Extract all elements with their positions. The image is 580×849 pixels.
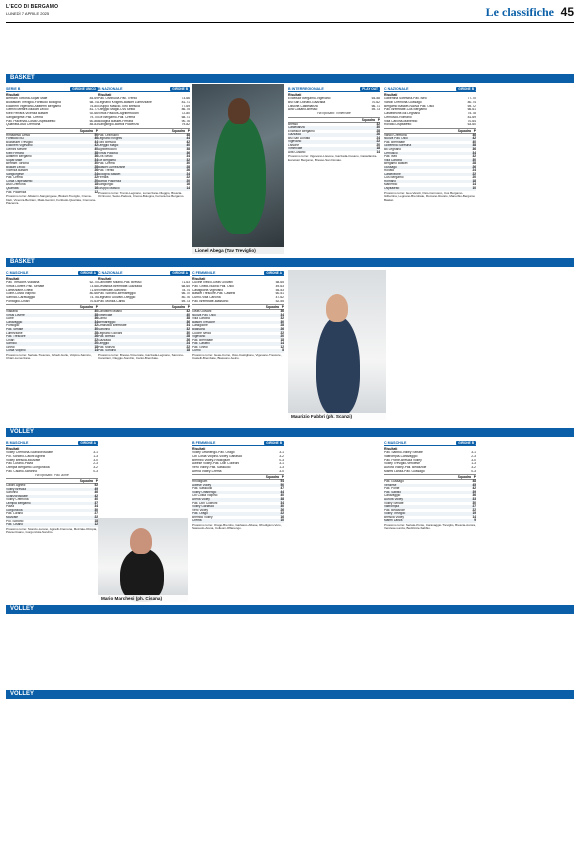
result-row: Pall. Ponte-Brescia Volley 3-0: [384, 458, 476, 462]
result-row: Aurora Volley-Pall. Bedizzole 3-2: [384, 466, 476, 469]
table-row: Pall. Orago 22: [192, 511, 284, 516]
section-bar-volley-3: VOLLEY: [6, 690, 574, 699]
result-row: Curno-Villa Carcina 47-62: [192, 296, 284, 299]
result-row: Gemini Mestre-Blukart Lecco 81-77: [6, 108, 98, 112]
table-header: Squadra P: [98, 304, 190, 310]
result-row: Sarnico-Caravaggio 74-76: [6, 296, 98, 299]
table-row: Legnano Giovani 30: [98, 330, 190, 335]
table-row: Pall. Monza 22: [98, 344, 190, 349]
table-row: Verolese 45: [384, 482, 476, 487]
result-row: Oleggio Magic-Cvs Sesto 86-75: [98, 108, 190, 112]
result-row: Pall. Piacenza-Costa Ospedaletto 60-86: [6, 119, 98, 123]
table-header: Squadra P: [288, 117, 380, 123]
group-tag: GIRONE A: [172, 270, 188, 275]
table-row: Basket Lumezzane 28: [98, 164, 190, 169]
issue-date: LUNEDÌ 7 APRILE 2025: [6, 11, 50, 16]
group-tag: GIRONE A: [80, 440, 96, 445]
photo-caption: Lionel Abega (Tav Treviglio): [192, 247, 284, 254]
next-round-note: Prossimo turno: Scanzo-Lurano, Agnelli-Cremona, Mozzate-Olimpia, Pavia-Cisano, Gorgonzola-Sondrio.: [6, 526, 98, 535]
standings-table: [6, 484, 98, 527]
result-row: Gilbertina Soresina-Pall. Iseo 77-70: [384, 97, 476, 100]
result-row: Valtrompia-Caravaggio 2-3: [384, 454, 476, 458]
standings-box: [6, 86, 98, 256]
next-round-note: Prossimo turno: Seriate-Ponte, Caravaggio-Treviglio, Brescia-Aurora, Verolese-Lanza, Bedizzole-Sabbio.: [384, 522, 476, 531]
results-label: Risultati: [6, 93, 20, 97]
table-row: Agribertocchi 38: [98, 146, 190, 151]
results-label: Risultati: [384, 93, 398, 97]
table-row: Basket Trescore 30: [192, 319, 284, 324]
table-row: Nuova Pall. Osio 42: [384, 136, 476, 141]
result-row: Excelsior Bergamo-Vigevano 64-58: [288, 97, 380, 100]
table-row: Pall. Sassuolo 47: [192, 486, 284, 491]
table-row: Pall. Don Colleoni 34: [192, 500, 284, 505]
standings-box: [384, 440, 476, 605]
table-row: Villa Carcina 32: [192, 316, 284, 321]
standings-box: [192, 270, 284, 425]
standings-table: [98, 310, 190, 353]
box-title: B FEMMINILE GIRONE B: [192, 440, 282, 445]
table-row: Gruppo Mascio 14: [98, 186, 190, 190]
table-row: Vicenza Basket 26: [6, 168, 98, 173]
table-row: Castellanza 30: [288, 125, 380, 130]
result-row: Cbl Costa Volpino-Volley Garlasco 3-2: [192, 454, 284, 458]
table-row: Sangiorgio 16: [98, 182, 190, 187]
table-row: Oleggio Magic 40: [98, 143, 190, 148]
table-row: Volley Treviglio 19: [384, 511, 476, 516]
results-label: Risultati: [192, 447, 206, 451]
group-tag: GIRONE B: [266, 440, 282, 445]
result-row: Volley Cremona-Scanzorosciate 3-1: [6, 451, 98, 454]
result-row: Pol. Sondrio-Caloni Agnelli 1-3: [6, 454, 98, 458]
group-tag: GIRONE B: [172, 86, 188, 91]
result-row: Volley Brescia-Mozzate 3-0: [6, 458, 98, 462]
table-row: Pall. Trescore 26: [6, 334, 98, 339]
next-round-note: Prossimo turno: Orago-Brembo, Garlasco-Albese, Rhodigium-Vero, Sassuolo-Arena, Colleoni-Offanengo.: [192, 522, 282, 531]
standings-box: [192, 440, 284, 605]
table-row: Gemini Mestre 40: [6, 146, 98, 151]
table-row: Scanzorosciate 42: [6, 493, 98, 498]
result-row: Quarrata-Asd Cremona 85-83: [6, 123, 98, 127]
result-row: Legnano Knights-Basket Lumezzane 81-71: [98, 100, 190, 104]
table-row: Pall. Ponte 42: [384, 486, 476, 491]
standings-box: [98, 86, 190, 256]
table-row: Sangiorgese 24: [6, 171, 98, 176]
result-row: Albese Volley-Pall. Don Colleoni 3-1: [192, 462, 284, 466]
group-tag: GIRONE B: [458, 440, 474, 445]
table-row: Pall. Piacenza 12: [6, 189, 98, 194]
result-row: Volley Treviglio-Verolese 1-3: [384, 462, 476, 466]
result-row: Pall. Sondrio-Bernareggio 66-70: [98, 292, 190, 296]
table-row: Curno 8: [192, 348, 284, 353]
table-row: Pall. Cisano 12: [6, 522, 98, 527]
table-row: Manerbio 14: [384, 182, 476, 187]
result-row: Pall. Cisano-Saronno 0-3: [6, 469, 98, 473]
table-header: Squadra P: [98, 128, 190, 134]
page-number: 45: [560, 5, 574, 19]
result-row: Virtus Padova-Agribertocchi 72-80: [98, 112, 190, 115]
table-row: Oleggio 24: [98, 341, 190, 346]
result-row: Villa Carcina-Manerbio 70-64: [384, 119, 476, 123]
box-title: C FEMMINILE GIRONE A: [192, 270, 282, 275]
table-row: Gilbertina Soresina 38: [384, 143, 476, 148]
result-row: Bsl San Donato-Gazzada 70-62: [288, 100, 380, 104]
table-row: Pall. Brembate 18: [192, 337, 284, 342]
photo-caption: Mario Marchesi (ph. Cisana): [98, 595, 188, 602]
table-row: Ghedi 18: [6, 344, 98, 349]
box-title: C MASCHILE GIRONE A: [6, 270, 96, 275]
section-title: Le classifiche: [485, 5, 554, 19]
table-row: Virtus Lovere 38: [6, 312, 98, 317]
result-row: Castiglione-Vigevano 55-53: [192, 288, 284, 292]
result-row: Cernusco-Romano 81-69: [384, 115, 476, 119]
table-row: Saronno 46: [6, 490, 98, 495]
table-row: Cus Bergamo 20: [384, 175, 476, 180]
table-row: Cestistica Brembate 34: [98, 323, 190, 328]
table-row: Cbl Costa Volpino 40: [192, 493, 284, 498]
table-row: Cucine Ivelco 22: [192, 330, 284, 335]
table-row: Asd Cremona 18: [6, 182, 98, 187]
table-row: Pall. Sondrio 18: [98, 348, 190, 353]
table-row: Pavia 34: [6, 504, 98, 509]
box-title: B NAZIONALE GIRONE B: [98, 86, 188, 91]
table-header: Squadra P: [6, 478, 98, 484]
table-row: Toro Brescia 42: [98, 139, 190, 144]
result-row: Virtus Lovere-Pall. Seriate 73-68: [6, 284, 98, 288]
results-label: Risultati: [384, 447, 398, 451]
table-row: Castiglione 28: [192, 323, 284, 328]
table-row: Pall. Iseo 32: [384, 154, 476, 159]
table-row: Pall. Crema 22: [6, 175, 98, 180]
table-row: Rhodigium 54: [192, 479, 284, 484]
standings-table: [98, 134, 190, 191]
table-row: Viadana 40: [6, 309, 98, 314]
table-row: Pall. Bedizzole 22: [384, 507, 476, 512]
result-row: Alfa Cusano-Bresso 59-73: [288, 108, 380, 112]
group-tag: GIRONE B: [458, 86, 474, 91]
table-row: Brescia Volley 14: [384, 514, 476, 519]
table-row: Gazzada 26: [288, 132, 380, 137]
result-row: Sangiorgese-Pall. Crema 79-70: [6, 115, 98, 119]
result-row: Lissone-Castellanza 66-71: [288, 104, 380, 108]
rest-note: Ha riposato: Vimercate: [317, 112, 351, 115]
result-row: Olimpia Bergamo-Gorgonzola 3-2: [6, 466, 98, 469]
table-row: Romano 18: [384, 178, 476, 183]
table-row: Ferrara 22: [98, 175, 190, 180]
result-row: Basket Trescore-Pall. Castelli 60-51: [192, 292, 284, 296]
table-row: Caloni Agnelli 52: [6, 483, 98, 488]
result-row: Vanoli Cremona-Gussago 80-74: [384, 100, 476, 104]
table-row: Vigevano 22: [288, 139, 380, 144]
group-tag: GIRONE A: [80, 270, 96, 275]
next-round-note: Prossimo turno: Alfaterm-Sangiorgese, Blukart-Treviglio, Crema-Kleb, Vicenza-Bertram, Malè-Gemini, Fortitudo-Quarrata, Cremona-Piacenza.: [6, 194, 96, 206]
result-row: Brembo Volley-Rhodigium 0-3: [192, 458, 284, 462]
table-header: Squadra P: [6, 304, 98, 310]
box-title: SERIE B GIRONE UNICO: [6, 86, 96, 91]
section-bar-basket-1: BASKET: [6, 74, 574, 83]
table-row: Legnano Knights 44: [98, 136, 190, 141]
table-row: Kleb Ferrara 38: [6, 150, 98, 155]
table-row: Cernusco 34: [384, 150, 476, 155]
table-row: Costa Volpino 14: [6, 348, 98, 353]
table-row: Pontoglio 32: [6, 323, 98, 328]
table-row: Lissone 20: [288, 142, 380, 147]
standings-table: [192, 480, 284, 523]
results-label: Risultati: [6, 447, 20, 451]
table-header: Squadra P: [384, 474, 476, 480]
table-row: Chiari 22: [6, 337, 98, 342]
standings-box: [98, 270, 190, 425]
table-row: Cantù 38: [98, 316, 190, 321]
table-row: Pall. Brembate 40: [384, 139, 476, 144]
table-row: Volley Brescia 49: [6, 486, 98, 491]
result-row: Gruppo Mascio-Toro Brescia 77-69: [98, 104, 190, 108]
table-row: Pall. Gussago 48: [384, 479, 476, 484]
table-row: Gussago 26: [384, 164, 476, 169]
table-row: Pall. Crema 30: [98, 161, 190, 166]
table-row: Saronno 32: [98, 327, 190, 332]
table-row: Crema 10: [192, 518, 284, 523]
table-row: Bresso 32: [288, 121, 380, 126]
result-row: Legnano Giovani-Oleggio 80-76: [98, 296, 190, 299]
results-label: Risultati: [6, 277, 20, 281]
result-row: Rovato-Ospitaletto 63-60: [384, 123, 476, 127]
result-row: Pall. Sabbio-Volley Seriate 3-1: [384, 451, 476, 454]
table-row: Bergamo Basket 28: [384, 161, 476, 166]
table-row: Caravaggio 36: [384, 493, 476, 498]
masthead: [6, 3, 574, 23]
table-row: Albese Volley 50: [192, 482, 284, 487]
result-row: Ge Bergamo-Pall. Crema 68-71: [98, 115, 190, 119]
table-header: Squadra P: [192, 304, 284, 310]
group-tag: PLAY OUT: [362, 86, 378, 91]
table-row: Castelleone 22: [384, 171, 476, 176]
next-round-note: Prossimo turno: Geas-Curno, Osio-Castiglione, Vigevano-Trescore, Castelli-Brembate, Biassono-Ivelco.: [192, 352, 282, 361]
table-row: Rimadesio Desio 50: [6, 132, 98, 137]
table-row: Ospitaletto 10: [384, 186, 476, 190]
standings-box: [384, 86, 476, 256]
table-row: Brembo Volley 16: [192, 514, 284, 519]
result-row: Pall. Brembate-Biassono 52-55: [192, 299, 284, 303]
table-row: Bsl San Donato 24: [288, 135, 380, 140]
table-row: Villa Carcina 30: [384, 157, 476, 162]
result-row: Lumezzane-Ghedi 71-69: [6, 288, 98, 292]
table-row: Geas Giovani 36: [192, 309, 284, 314]
table-row: Biassono 26: [192, 327, 284, 332]
table-row: Lumezzane 28: [6, 330, 98, 335]
table-row: Vimercate 18: [288, 146, 380, 151]
result-row: Vimercate-Saronno 78-74: [98, 288, 190, 292]
table-row: Volley Seriate 30: [384, 500, 476, 505]
results-label: Risultati: [192, 277, 206, 281]
rest-note: Ha riposato: Pall. Alme: [35, 473, 69, 477]
result-row: Cestistica Brembate-Gazzada 68-65: [98, 284, 190, 288]
photo-lionel-abega: [192, 84, 284, 254]
result-row: Arena Volley-Crema 3-0: [192, 469, 284, 473]
table-header: Squadra P: [192, 474, 284, 480]
box-title: B MASCHILE GIRONE A: [6, 440, 96, 445]
standings-table: [384, 480, 476, 523]
standings-box: [288, 86, 380, 266]
table-row: Caravaggio 34: [6, 319, 98, 324]
result-row: Volley Offanengo-Pall. Orago 3-1: [192, 451, 284, 454]
table-row: Marmi Lanza 9: [384, 518, 476, 523]
table-row: Canottieri Milano 42: [98, 309, 190, 314]
table-row: Blukart Lecco 28: [6, 164, 98, 169]
result-row: Blubasket Treviglio-Fortitudo Bologna 68-74: [6, 100, 98, 104]
result-row: Pall. Brembate-Cus Bergamo 66-61: [384, 108, 476, 112]
table-row: Pall. Seriate 30: [6, 327, 98, 332]
table-row: Arena Volley 38: [192, 497, 284, 502]
table-row: Pall. Lurano 27: [6, 511, 98, 516]
section-bar-basket-2: BASKET: [6, 258, 574, 267]
table-row: Vigevano 20: [192, 334, 284, 339]
table-row: Virtus Padova 36: [98, 150, 190, 155]
result-row: Pall. Trescore-Viadana 62-70: [6, 281, 98, 284]
next-round-note: Prossimo turno: Seriate-Trescore, Ghedi-Gorle, Volpino-Sarnico, Chiari-Lumezzane.: [6, 352, 92, 361]
results-label: Risultati: [98, 93, 112, 97]
result-row: Pall. Monza-Cantù 69-73: [98, 299, 190, 303]
result-row: Castelleone-Bk Legnano 75-78: [384, 112, 476, 115]
standings-box: [6, 440, 98, 605]
table-row: Aurora Volley 33: [384, 497, 476, 502]
next-round-note: Prossimo turno: Bresso-Vimercate, Gazzada-Legnano, Saronno-Canottieri, Oleggio-Sondrio, Cantù-Brembate.: [98, 352, 184, 361]
table-row: Vimercate 40: [98, 312, 190, 317]
table-row: Pall. Sabbio 39: [384, 489, 476, 494]
table-row: Vero Volley 26: [192, 507, 284, 512]
table-row: Olimpia Bergamo 37: [6, 500, 98, 505]
table-row: Bernareggio 36: [98, 319, 190, 324]
table-row: Rovato 24: [384, 168, 476, 173]
next-round-note: Prossimo turno: Iseo-Vanoli, Osio-Cernusco, Cus Bergamo-Gilbertina, Legnano-Brembate, Romano-Rovato, Manerbio-Bergamo Basket.: [384, 190, 476, 202]
standings-table: [192, 310, 284, 353]
standings-table: [6, 134, 98, 194]
table-row: Pall. Ghedi 12: [192, 344, 284, 349]
result-row: Pontoglio-Chiari 70-63: [6, 299, 98, 303]
table-row: Sopaf Malè 34: [6, 157, 98, 162]
result-row: Pall. Orzinuovi-Pall. Trento 73-66: [98, 97, 190, 100]
table-header: Squadra P: [384, 128, 476, 134]
box-title: C NAZIONALE GIRONE B: [384, 86, 474, 91]
standings-table: [288, 123, 380, 155]
result-row: Marmi Lanza-Pall. Gussago 0-3: [384, 469, 476, 473]
table-row: Gorgonzola 30: [6, 507, 98, 512]
table-row: Ge Bergamo 32: [98, 157, 190, 162]
result-row: Kleb Ferrara-Vicenza Basket 92-66: [6, 112, 98, 115]
standings-box: [6, 270, 98, 425]
table-row: Alfaterm Bergamo 36: [6, 154, 98, 159]
result-row: Bergamo Basket-Nuova Pall. Osio 69-72: [384, 104, 476, 108]
group-tag: GIRONE UNICO: [72, 86, 96, 91]
newspaper-name: L'ECO DI BERGAMO: [6, 4, 59, 10]
table-row: Blubasket Treviglio 44: [6, 139, 98, 144]
result-row: Gorle-Costa Volpino 80-66: [6, 292, 98, 296]
next-round-note: Prossimo turno: Vigevano-Lissone, Gazzada-Cusano, Castellanza-Excelsior Bergamo, Bresso-San Donato.: [288, 154, 377, 163]
result-row: Bologna Basket-Ferrara 90-76: [98, 119, 190, 123]
table-row: Pol. Sondrio 18: [6, 518, 98, 523]
table-row: Vanoli Cremona 46: [384, 132, 476, 137]
table-row: Pall. Castelli 14: [192, 341, 284, 346]
table-row: Gorle 36: [6, 316, 98, 321]
next-round-note: Prossimo turno: Trento-Legnano, Lumezzane-Oleggio, Brescia-Orzinuovi, Sesto-Padova, Crema-Bologna, Ferrara-Ge Bergamo.: [98, 190, 185, 199]
table-header: Squadra P: [6, 128, 98, 134]
table-row: Pall. Bresso 28: [98, 334, 190, 339]
box-title: C MASCHILE GIRONE B: [384, 440, 474, 445]
photo-caption: Maurizio Fabbri (ph. Scanzi): [288, 413, 386, 420]
table-row: Alfa Cusano 14: [288, 149, 380, 154]
table-row: Bertram Tortona 30: [6, 161, 98, 166]
table-row: Elachem Vigevano 42: [6, 143, 98, 148]
box-title: B INTERREGIONALE PLAY OUT: [288, 86, 378, 91]
table-row: Sarnico 20: [6, 341, 98, 346]
result-row: Elachem Vigevano-Alfaterm Bergamo 75-80: [6, 104, 98, 108]
table-row: Quarrata 16: [6, 186, 98, 190]
table-row: Fortitudo BO 46: [6, 136, 98, 141]
table-row: Volley Garlasco 30: [192, 504, 284, 509]
result-row: Cucine Ivelco-Geas Giovani 58-65: [192, 281, 284, 284]
result-row: Pall. Ghedi-Nuova Pall. Osio 49-63: [192, 284, 284, 288]
table-row: Bk Legnano 36: [384, 146, 476, 151]
table-row: Pall. Orzinuovi 48: [98, 132, 190, 137]
table-row: Cvs Sesto 34: [98, 154, 190, 159]
group-tag: GIRONE A: [266, 270, 282, 275]
table-row: Volley Cremona 40: [6, 497, 98, 502]
table-row: Nuova Pall. Osio 34: [192, 312, 284, 317]
table-row: Excelsior Bergamo 28: [288, 128, 380, 133]
result-row: Pall. Lurano-Pavia 2-3: [6, 462, 98, 466]
results-label: Risultati: [98, 277, 112, 281]
table-row: Bologna Basket 24: [98, 171, 190, 176]
table-row: Costa Ospedaletto 20: [6, 178, 98, 183]
result-row: Canottieri Milano-Pall. Bresso 71-63: [98, 281, 190, 284]
table-row: Mozzate 22: [6, 514, 98, 519]
result-row: Bertram Tortona-Sopaf Malè 84-69: [6, 97, 98, 100]
photo-maurizio-fabbri: [288, 270, 386, 420]
result-row: Vero Volley-Pall. Sassuolo 1-3: [192, 466, 284, 469]
section-bar-volley-1: VOLLEY: [6, 428, 574, 437]
table-row: Gazzada 26: [98, 337, 190, 342]
standings-table: [384, 134, 476, 191]
standings-table: [6, 310, 98, 353]
results-label: Risultati: [288, 93, 302, 97]
table-row: Volley Offanengo 44: [192, 489, 284, 494]
table-row: Valtrompia 27: [384, 504, 476, 509]
photo-mario-marchesi: [98, 518, 188, 602]
result-row: Sangiorgio-Bartoli Piacenza 79-82: [98, 123, 190, 127]
box-title: C NAZIONALE GIRONE A: [98, 270, 188, 275]
table-row: Pall. Trento 26: [98, 168, 190, 173]
table-row: Bartoli Piacenza 20: [98, 178, 190, 183]
section-bar-volley-2: VOLLEY: [6, 605, 574, 614]
